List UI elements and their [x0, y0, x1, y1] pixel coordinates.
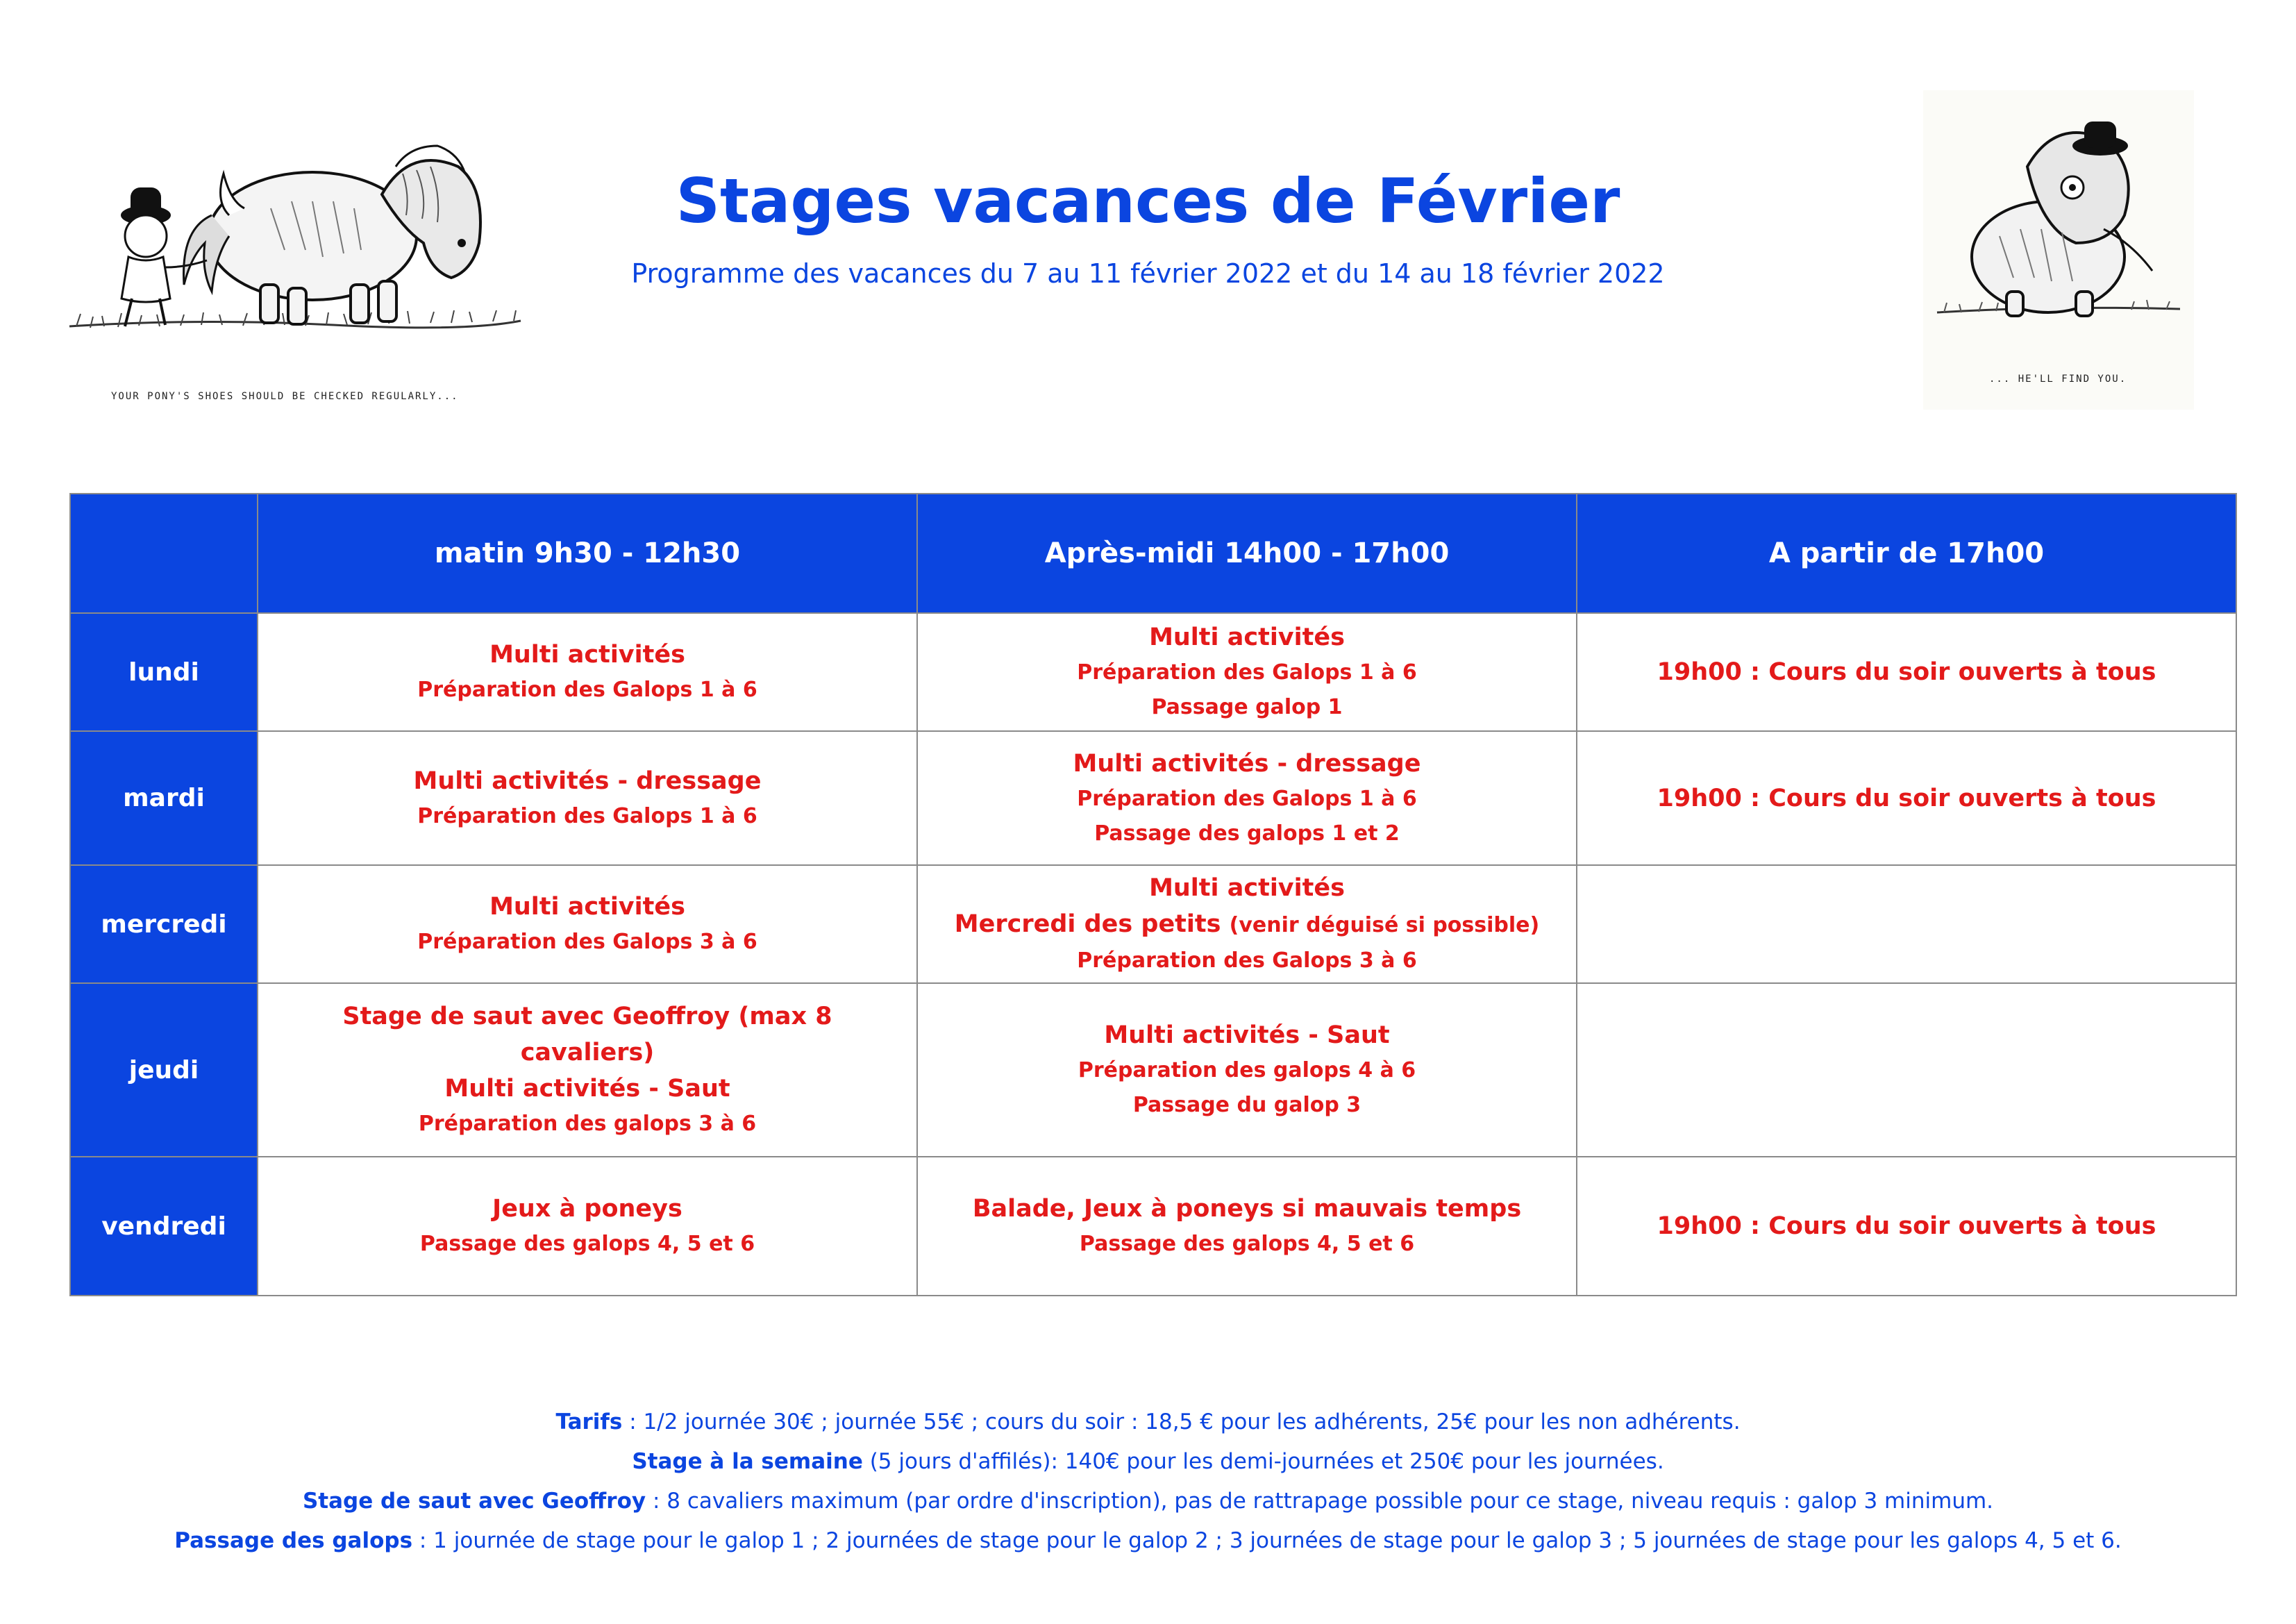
activity-title: Multi activités - Saut — [1104, 1021, 1390, 1049]
activity-detail: Passage des galops 4, 5 et 6 — [419, 1232, 755, 1256]
activity-detail: Préparation des galops 4 à 6 — [1078, 1058, 1416, 1082]
afternoon-cell — [917, 1157, 1577, 1296]
pricing-note-tarifs — [0, 1403, 2296, 1442]
header-morning: matin 9h30 - 12h30 — [258, 494, 917, 613]
afternoon-cell — [917, 731, 1577, 865]
afternoon-cell — [917, 983, 1577, 1157]
day-label: jeudi — [70, 983, 258, 1157]
evening-activity: 19h00 : Cours du soir ouverts à tous — [1657, 658, 2156, 686]
special-activity-title: Mercredi des petits — [954, 910, 1221, 938]
morning-cell — [258, 983, 917, 1157]
pricing-note-galops — [0, 1521, 2296, 1561]
activity-detail: Préparation des Galops 1 à 6 — [417, 803, 757, 828]
activity-detail: Préparation des Galops 3 à 6 — [1077, 948, 1417, 973]
activity-detail: Préparation des Galops 1 à 6 — [417, 678, 757, 702]
activity-detail: Préparation des Galops 1 à 6 — [1077, 786, 1417, 811]
left-illustration-caption: YOUR PONY'S SHOES SHOULD BE CHECKED REGULARLY... — [111, 391, 459, 402]
day-label: vendredi — [70, 1157, 258, 1296]
pricing-notes — [0, 1403, 2296, 1561]
evening-cell — [1577, 865, 2236, 983]
activity-title: Multi activités — [1149, 874, 1345, 902]
table-row — [70, 613, 2236, 731]
activity-title: Multi activités - dressage — [413, 767, 762, 795]
morning-cell — [258, 731, 917, 865]
evening-cell — [1577, 1157, 2236, 1296]
evening-cell — [1577, 731, 2236, 865]
activity-detail: Préparation des Galops 3 à 6 — [417, 930, 757, 954]
afternoon-cell — [917, 613, 1577, 731]
note-label: Tarifs — [555, 1409, 623, 1434]
activity-title: Balade, Jeux à poneys si mauvais temps — [972, 1195, 1522, 1223]
special-activity — [932, 906, 1562, 944]
header-evening: A partir de 17h00 — [1577, 494, 2236, 613]
day-label: lundi — [70, 613, 258, 731]
activity-title: Multi activités — [1149, 623, 1345, 651]
activity-title: Multi activités — [489, 641, 685, 669]
activity-detail: Passage galop 1 — [1151, 695, 1343, 719]
pony-illustration-left — [62, 97, 535, 417]
activity-title: Stage de saut avec Geoffroy (max 8 cavaliers) — [342, 1003, 832, 1066]
pricing-note-saut — [0, 1482, 2296, 1521]
activity-detail: Préparation des galops 3 à 6 — [418, 1112, 757, 1136]
evening-activity: 19h00 : Cours du soir ouverts à tous — [1657, 1212, 2156, 1240]
activity-detail: Passage du galop 3 — [1132, 1093, 1361, 1117]
header-empty-cell — [70, 494, 258, 613]
note-text: : 1/2 journée 30€ ; journée 55€ ; cours du soir : 18,5 € pour les adhérents, 25€ pour les non adhérents. — [622, 1409, 1741, 1434]
activity-detail: Préparation des Galops 1 à 6 — [1077, 660, 1417, 685]
evening-activity: 19h00 : Cours du soir ouverts à tous — [1657, 784, 2156, 812]
day-label: mercredi — [70, 865, 258, 983]
page-title: Stages vacances de Février — [676, 165, 1620, 237]
activity-title: Multi activités — [489, 893, 685, 921]
note-text: (5 jours d'affilés): 140€ pour les demi-journées et 250€ pour les journées. — [862, 1449, 1664, 1474]
note-text: : 1 journée de stage pour le galop 1 ; 2 journées de stage pour le galop 2 ; 3 journées de stage pour le galop 3 ; 5 journées de stage pour les galops 4, 5 et 6. — [412, 1528, 2122, 1553]
right-illustration-caption: ... HE'LL FIND YOU. — [1989, 374, 2127, 385]
morning-cell — [258, 865, 917, 983]
page-subtitle: Programme des vacances du 7 au 11 février 2022 et du 14 au 18 février 2022 — [631, 258, 1665, 289]
evening-cell — [1577, 983, 2236, 1157]
note-label: Passage des galops — [174, 1528, 413, 1553]
special-activity-note: (venir déguisé si possible) — [1229, 913, 1540, 937]
activity-title: Multi activités - dressage — [1073, 749, 1421, 778]
activity-detail: Passage des galops 4, 5 et 6 — [1079, 1232, 1415, 1256]
evening-cell — [1577, 613, 2236, 731]
pricing-note-semaine — [0, 1442, 2296, 1482]
note-text: : 8 cavaliers maximum (par ordre d'inscription), pas de rattrapage possible pour ce stage, niveau requis : galop 3 minimum. — [646, 1489, 1994, 1514]
morning-cell — [258, 613, 917, 731]
morning-cell — [258, 1157, 917, 1296]
activity-detail: Passage des galops 1 et 2 — [1094, 821, 1400, 846]
day-label: mardi — [70, 731, 258, 865]
afternoon-cell — [917, 865, 1577, 983]
table-row — [70, 1157, 2236, 1296]
note-label: Stage à la semaine — [632, 1449, 863, 1474]
header-afternoon: Après-midi 14h00 - 17h00 — [917, 494, 1577, 613]
activity-title: Multi activités - Saut — [444, 1075, 730, 1103]
table-header-row — [70, 494, 2236, 613]
table-row — [70, 865, 2236, 983]
table-row — [70, 983, 2236, 1157]
activity-title: Jeux à poneys — [492, 1195, 682, 1223]
table-row — [70, 731, 2236, 865]
schedule-table — [69, 493, 2237, 1296]
pony-illustration-right — [1923, 90, 2194, 410]
note-label: Stage de saut avec Geoffroy — [302, 1489, 646, 1514]
